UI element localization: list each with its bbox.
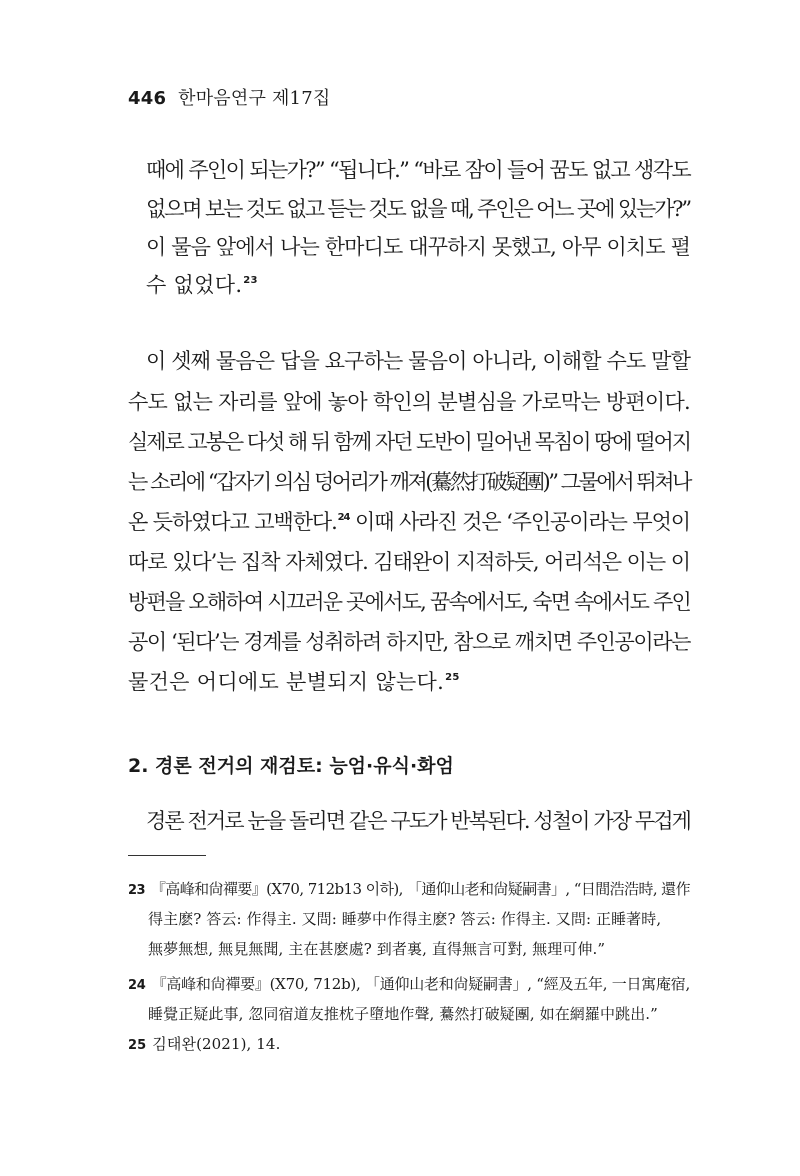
footnote-ref-25[interactable]: 25 (445, 672, 460, 683)
section-heading: 2. 경론 전거의 재검토: 능엄·유식·화엄 (128, 755, 454, 777)
footnote-23 (128, 878, 690, 899)
paragraph-line (128, 666, 460, 696)
quote-line: 없으며 보는 것도 없고 듣는 것도 없을 때, 주인은 어느 곳에 있는가?” (146, 197, 690, 221)
footnote-line: 睡覺正疑此事, 忽同宿道友推枕子墮地作聲, 驀然打破疑團, 如在網羅中跳出.” (148, 1005, 658, 1023)
paragraph-text: 물건은 어디에도 분별되지 않는다. (128, 670, 445, 694)
page-number: 446 (128, 88, 167, 109)
footnote-text: 김태완(2021), 14. (152, 1035, 281, 1053)
footnote-ref-23[interactable]: 23 (243, 275, 258, 286)
footnote-divider (128, 855, 206, 856)
footnote-25 (128, 1033, 280, 1054)
paragraph-line: 공이 ‘된다’는 경계를 성취하려 하지만, 참으로 깨치면 주인공이라는 (128, 630, 690, 654)
paragraph-line: 이 셋째 물음은 답을 요구하는 물음이 아니라, 이해할 수도 말할 (146, 349, 690, 373)
footnote-line: 無夢無想, 無見無聞, 主在甚麽處? 到者裏, 直得無言可對, 無理可伸.” (148, 940, 606, 958)
footnote-text: 『高峰和尙禪要』(X70, 712b), 「通仰山老和尙疑嗣書」, “經及五年, 一日寓庵宿, (151, 975, 690, 993)
quote-line: 때에 주인이 되는가?” “됩니다.” “바로 잠이 들어 꿈도 없고 생각도 (146, 158, 690, 182)
quote-line (146, 269, 258, 299)
journal-title: 한마음연구 제17집 (178, 88, 331, 109)
paragraph-line: 방편을 오해하여 시끄러운 곳에서도, 꿈속에서도, 숙면 속에서도 주인 (128, 590, 690, 614)
footnote-number: 25 (128, 1038, 147, 1053)
paragraph-line: 는 소리에 “갑자기 의심 덩어리가 깨져(驀然打破疑團)” 그물에서 뛰쳐나 (128, 470, 690, 494)
footnote-number: 23 (128, 883, 145, 898)
footnote-text: 『高峰和尙禪要』(X70, 712b13 이하), 「通仰山老和尙疑嗣書」, “日間浩浩時, 還作 (150, 880, 690, 898)
paragraph-line: 실제로 고봉은 다섯 해 뒤 함께 자던 도반이 밀어낸 목침이 땅에 떨어지 (128, 430, 690, 454)
footnote-ref-24[interactable]: 24 (337, 512, 350, 523)
paragraph-text: 이때 사라진 것은 ‘주인공이라는 무엇이 (355, 510, 690, 534)
footnote-line: 得主麽? 答云: 作得主. 又問: 睡夢中作得主麽? 答云: 作得主. 又問: 正睡著時, (148, 910, 662, 928)
paragraph-line (128, 506, 690, 536)
paragraph-line: 따로 있다’는 집착 자체였다. 김태완이 지적하듯, 어리석은 이는 이 (128, 550, 690, 574)
footnote-number: 24 (128, 978, 146, 993)
paragraph-line: 수도 없는 자리를 앞에 놓아 학인의 분별심을 가로막는 방편이다. (128, 390, 690, 414)
footnote-24 (128, 973, 690, 994)
paragraph-text: 온 듯하였다고 고백한다. (128, 510, 337, 534)
quote-text: 수 없었다. (146, 273, 243, 297)
running-header (128, 84, 330, 110)
section-first-line: 경론 전거로 눈을 돌리면 같은 구도가 반복된다. 성철이 가장 무겁게 (146, 809, 690, 833)
quote-line: 이 물음 앞에서 나는 한마디도 대꾸하지 못했고, 아무 이치도 펼 (146, 235, 690, 259)
